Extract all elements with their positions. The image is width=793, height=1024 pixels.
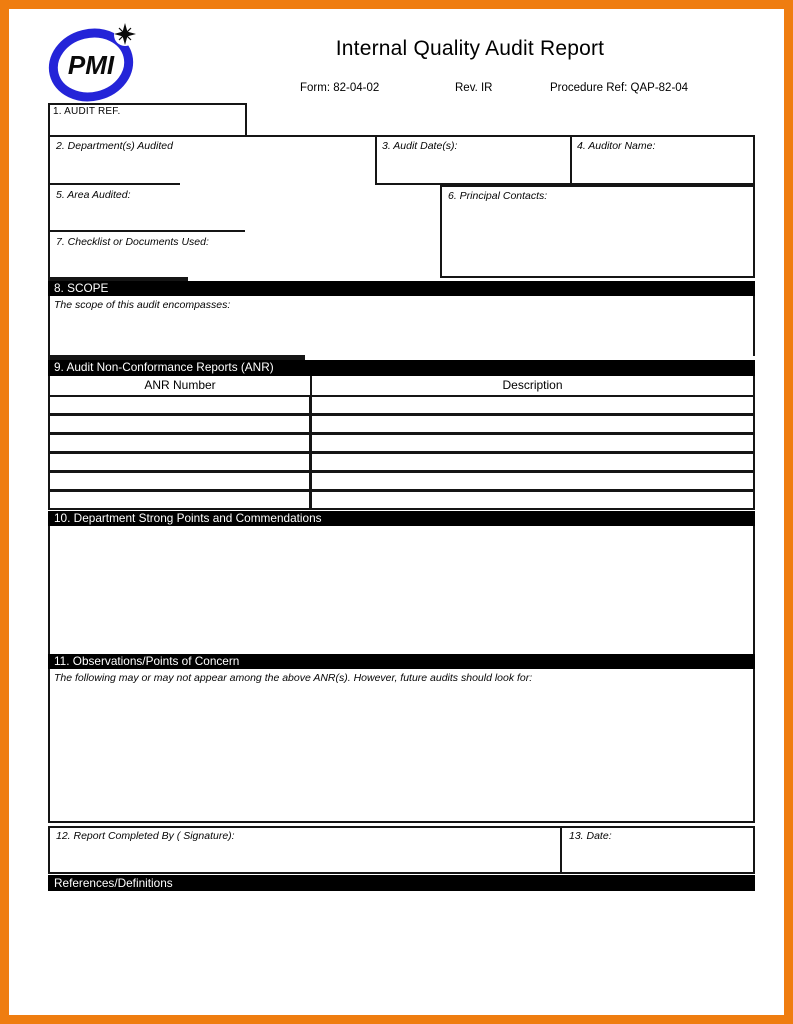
anr-number-cell[interactable] [50, 435, 312, 451]
auditor-name-label: 4. Auditor Name: [577, 140, 656, 152]
row-2-right-border [753, 135, 755, 185]
anr-description-cell[interactable] [312, 397, 753, 413]
observations-box[interactable] [48, 669, 755, 823]
department-label: 2. Department(s) Audited [56, 140, 173, 152]
pmi-logo [44, 20, 140, 106]
anr-table-row [50, 451, 753, 470]
strong-points-section-bar: 10. Department Strong Points and Commendations [48, 511, 755, 526]
department-underline [48, 183, 180, 185]
auditor-name-input-area[interactable] [574, 152, 752, 182]
area-audited-label: 5. Area Audited: [56, 189, 131, 201]
scope-section-bar: 8. SCOPE [48, 281, 755, 296]
divider-12-13 [560, 826, 562, 874]
observations-section-bar: 11. Observations/Points of Concern [48, 654, 755, 669]
anr-table-row [50, 489, 753, 508]
audit-date-input-area[interactable] [379, 152, 567, 182]
page-title: Internal Quality Audit Report [335, 37, 605, 60]
description-column-header: Description [502, 378, 563, 392]
anr-table-row [50, 397, 753, 413]
divider-3-4 [570, 135, 572, 185]
anr-section-bar: 9. Audit Non-Conformance Reports (ANR) [48, 360, 755, 376]
signature-input-area[interactable] [52, 842, 556, 870]
anr-number-cell[interactable] [50, 473, 312, 489]
principal-contacts-label: 6. Principal Contacts: [448, 190, 548, 202]
anr-table [48, 376, 755, 510]
audit-date-label: 3. Audit Date(s): [382, 140, 458, 152]
checklist-label: 7. Checklist or Documents Used: [56, 236, 209, 248]
anr-number-cell[interactable] [50, 397, 312, 413]
anr-description-cell[interactable] [312, 416, 753, 432]
anr-description-cell[interactable] [312, 435, 753, 451]
procedure-ref: Procedure Ref: QAP-82-04 [550, 82, 689, 94]
scope-body-text: The scope of this audit encompasses: [54, 299, 231, 311]
references-section-bar: References/Definitions [48, 875, 755, 891]
department-input-area[interactable] [52, 152, 372, 182]
completed-by-label: 12. Report Completed By ( Signature): [56, 830, 235, 842]
date-label: 13. Date: [569, 830, 612, 842]
audit-ref-label: 1. AUDIT REF. [53, 106, 121, 117]
observations-body-text: The following may or may not appear among the above ANR(s). However, future audits should look for: [54, 672, 533, 684]
anr-table-row [50, 432, 753, 451]
logo-text: PMI [67, 50, 115, 80]
pmi-logo-graphic [44, 20, 140, 106]
anr-table-header [50, 376, 753, 397]
left-column-border [48, 137, 50, 283]
anr-description-cell[interactable] [312, 454, 753, 470]
row-2-top-border [48, 135, 755, 137]
divider-2-3 [375, 135, 377, 185]
checklist-input-area[interactable] [52, 248, 382, 274]
anr-description-cell[interactable] [312, 473, 753, 489]
anr-number-cell[interactable] [50, 416, 312, 432]
anr-table-row [50, 413, 753, 432]
strong-points-box[interactable] [48, 526, 755, 654]
anr-table-body [50, 397, 753, 508]
area-audited-input-area[interactable] [52, 201, 382, 229]
anr-number-column-header: ANR Number [50, 376, 312, 395]
area-audited-underline [48, 230, 245, 232]
anr-table-row [50, 470, 753, 489]
date-input-area[interactable] [565, 842, 751, 870]
form-number: Form: 82-04-02 [300, 82, 380, 94]
anr-description-cell[interactable] [312, 492, 753, 508]
anr-number-cell[interactable] [50, 492, 312, 508]
anr-number-cell[interactable] [50, 454, 312, 470]
revision-label: Rev. IR [455, 82, 493, 94]
